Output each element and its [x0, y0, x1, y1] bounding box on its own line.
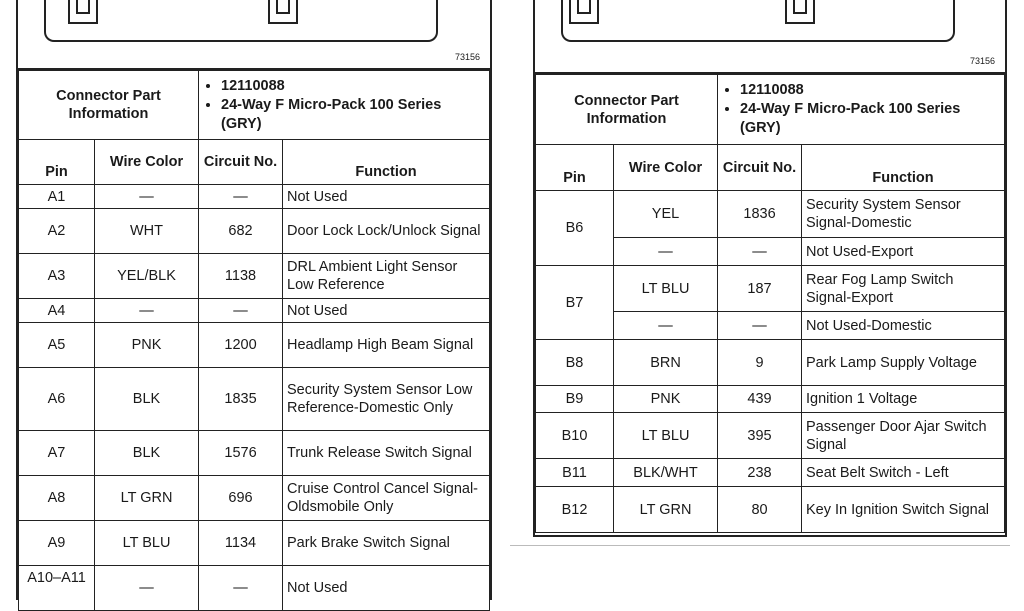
pin: A8: [19, 476, 95, 521]
right-connector-panel: [533, 0, 1007, 537]
table-row: [19, 566, 490, 611]
wire-color: PNK: [95, 323, 199, 368]
pin: B8: [536, 340, 614, 386]
table-row: [19, 299, 490, 323]
function: Not Used: [283, 566, 490, 611]
pin: A1: [19, 185, 95, 209]
circuit-no: 1134: [199, 521, 283, 566]
circuit-no: 395: [718, 413, 802, 459]
wire-color: YEL: [614, 191, 718, 238]
table-row: [19, 254, 490, 299]
circuit-no: 439: [718, 386, 802, 413]
connector-info-row: [19, 71, 490, 140]
function: Not Used-Export: [802, 238, 1005, 266]
wire-color: BLK/WHT: [614, 459, 718, 487]
pin: B12: [536, 487, 614, 533]
part-number: • 12110088: [221, 77, 485, 96]
table-row: [19, 323, 490, 368]
connector-type: • 24-Way F Micro-Pack 100 Series (GRY): [740, 100, 1000, 138]
circuit-no: 80: [718, 487, 802, 533]
pin: A7: [19, 431, 95, 476]
connector-info-row: [536, 75, 1005, 145]
table-row: [536, 413, 1005, 459]
function: Door Lock Lock/Unlock Signal: [283, 209, 490, 254]
table-row: [19, 185, 490, 209]
connector-info-list: [718, 75, 1005, 145]
left-connector-panel: [16, 0, 492, 600]
wire-color: —: [95, 185, 199, 209]
wire-color: YEL/BLK: [95, 254, 199, 299]
circuit-no: 9: [718, 340, 802, 386]
wire-color: PNK: [614, 386, 718, 413]
pin: A9: [19, 521, 95, 566]
pinout-table: [18, 70, 490, 611]
table-header-row: [19, 140, 490, 185]
header-function: Function: [283, 140, 490, 185]
connector-latch-right: [785, 0, 815, 24]
header-pin: Pin: [536, 145, 614, 191]
connector-info-label: Connector Part Information: [536, 75, 718, 145]
circuit-no: —: [199, 566, 283, 611]
pin: A5: [19, 323, 95, 368]
function: Park Brake Switch Signal: [283, 521, 490, 566]
wire-color: LT BLU: [95, 521, 199, 566]
wire-color: —: [614, 238, 718, 266]
wire-color: BRN: [614, 340, 718, 386]
circuit-no: 1200: [199, 323, 283, 368]
wire-color: LT GRN: [614, 487, 718, 533]
pin: B10: [536, 413, 614, 459]
table-row: [19, 368, 490, 431]
wire-color: LT GRN: [95, 476, 199, 521]
header-function: Function: [802, 145, 1005, 191]
table-row: [19, 209, 490, 254]
connector-latch-right: [268, 0, 298, 24]
wire-color: —: [95, 299, 199, 323]
wire-color: —: [95, 566, 199, 611]
header-pin: Pin: [19, 140, 95, 185]
wire-color: BLK: [95, 431, 199, 476]
table-row: [536, 386, 1005, 413]
table-row: [19, 521, 490, 566]
table-row: [19, 431, 490, 476]
pin: B11: [536, 459, 614, 487]
function: Headlamp High Beam Signal: [283, 323, 490, 368]
pin: B9: [536, 386, 614, 413]
pin: B6: [536, 191, 614, 266]
circuit-no: —: [199, 185, 283, 209]
page-divider: [510, 545, 1010, 546]
header-circuit-no: Circuit No.: [718, 145, 802, 191]
table-row: [536, 487, 1005, 533]
table-row: [536, 459, 1005, 487]
circuit-no: —: [718, 238, 802, 266]
circuit-no: 1835: [199, 368, 283, 431]
header-wire-color: Wire Color: [95, 140, 199, 185]
function: Seat Belt Switch - Left: [802, 459, 1005, 487]
connector-latch-left: [569, 0, 599, 24]
circuit-no: 696: [199, 476, 283, 521]
circuit-no: 1836: [718, 191, 802, 238]
pin: A6: [19, 368, 95, 431]
connector-outline: [561, 0, 955, 42]
function: Ignition 1 Voltage: [802, 386, 1005, 413]
pin: A2: [19, 209, 95, 254]
table-row: [536, 191, 1005, 238]
pin: A10–A11: [19, 566, 95, 611]
connector-outline: [44, 0, 438, 42]
circuit-no: 682: [199, 209, 283, 254]
part-number: • 12110088: [740, 81, 1000, 100]
function: Security System Sensor Low Reference-Domestic Only: [283, 368, 490, 431]
circuit-no: —: [718, 312, 802, 340]
wire-color: LT BLU: [614, 266, 718, 312]
function: Key In Ignition Switch Signal: [802, 487, 1005, 533]
wire-color: BLK: [95, 368, 199, 431]
pinout-table: [535, 74, 1005, 533]
function: Not Used-Domestic: [802, 312, 1005, 340]
function: Not Used: [283, 299, 490, 323]
function: Trunk Release Switch Signal: [283, 431, 490, 476]
function: Passenger Door Ajar Switch Signal: [802, 413, 1005, 459]
circuit-no: 1576: [199, 431, 283, 476]
header-circuit-no: Circuit No.: [199, 140, 283, 185]
wire-color: LT BLU: [614, 413, 718, 459]
figure-number: 73156: [454, 52, 480, 62]
circuit-no: 1138: [199, 254, 283, 299]
connector-diagram: [18, 0, 490, 70]
pin: A4: [19, 299, 95, 323]
circuit-no: —: [199, 299, 283, 323]
connector-info-list: [199, 71, 490, 140]
table-header-row: [536, 145, 1005, 191]
pin: B7: [536, 266, 614, 340]
wire-color: —: [614, 312, 718, 340]
connector-latch-left: [68, 0, 98, 24]
table-row: [19, 476, 490, 521]
wire-color: WHT: [95, 209, 199, 254]
table-row: [536, 266, 1005, 312]
function: Security System Sensor Signal-Domestic: [802, 191, 1005, 238]
function: Not Used: [283, 185, 490, 209]
pin: A3: [19, 254, 95, 299]
header-wire-color: Wire Color: [614, 145, 718, 191]
function: DRL Ambient Light Sensor Low Reference: [283, 254, 490, 299]
connector-type: • 24-Way F Micro-Pack 100 Series (GRY): [221, 96, 485, 134]
function: Cruise Control Cancel Signal-Oldsmobile Only: [283, 476, 490, 521]
circuit-no: 187: [718, 266, 802, 312]
function: Park Lamp Supply Voltage: [802, 340, 1005, 386]
circuit-no: 238: [718, 459, 802, 487]
connector-diagram: [535, 0, 1005, 74]
function: Rear Fog Lamp Switch Signal-Export: [802, 266, 1005, 312]
figure-number: 73156: [969, 56, 995, 66]
connector-info-label: Connector Part Information: [19, 71, 199, 140]
table-row: [536, 340, 1005, 386]
